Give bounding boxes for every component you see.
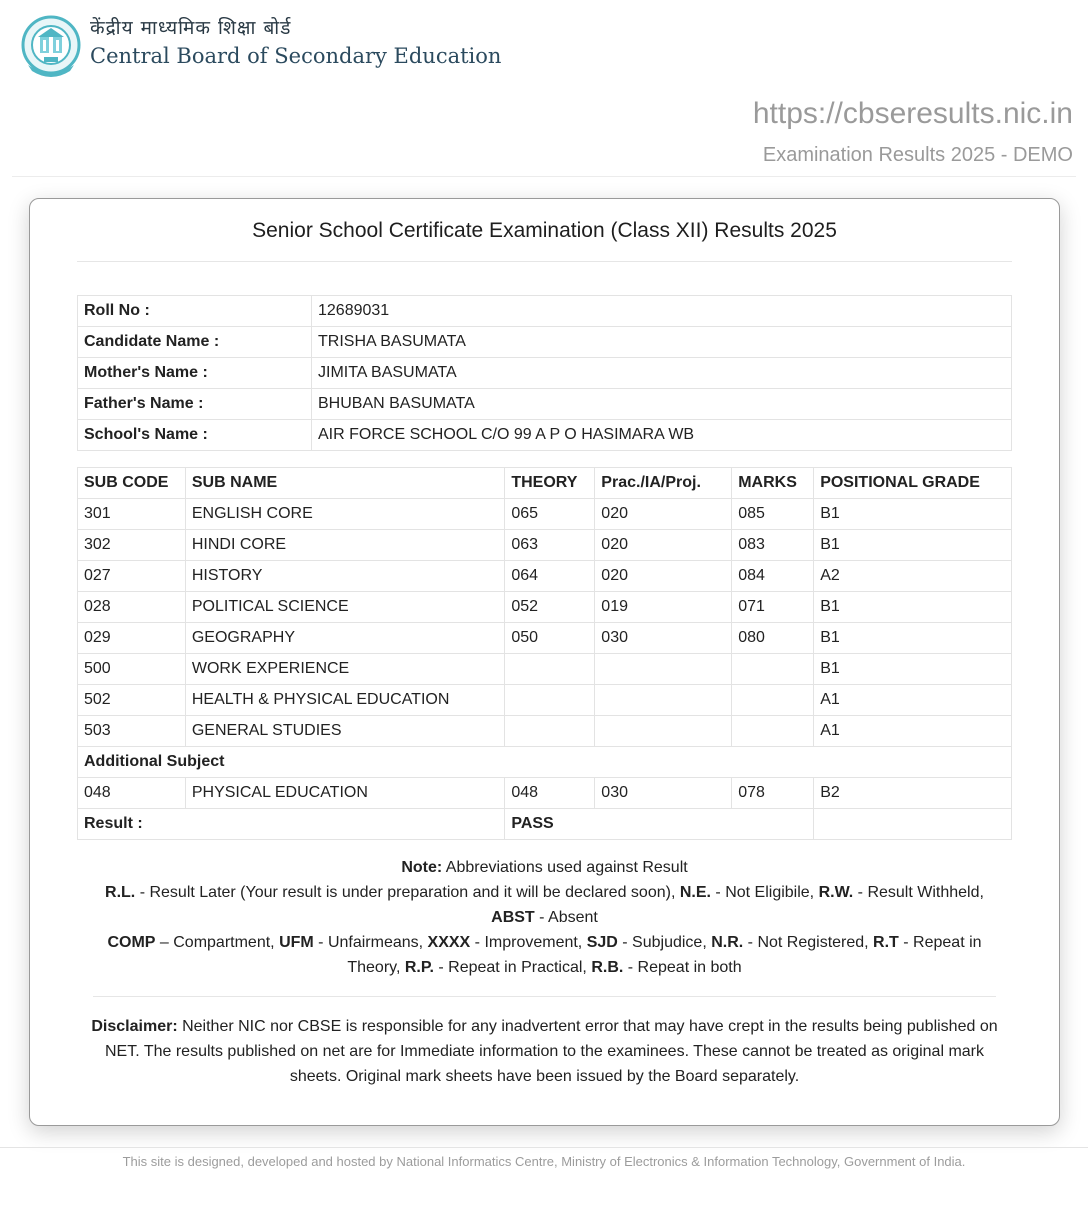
total-marks: 080: [732, 623, 814, 654]
sub-code: 500: [78, 654, 186, 685]
subject-row: [78, 623, 1012, 654]
candidate-info-row: [78, 358, 1012, 389]
abbreviation-meaning: – Compartment,: [155, 934, 280, 951]
positional-grade: B1: [814, 530, 1012, 561]
total-marks: 083: [732, 530, 814, 561]
result-label: Result :: [78, 809, 505, 840]
abbreviation: UFM: [279, 934, 314, 951]
theory-marks: [505, 685, 595, 716]
abbreviation: R.W.: [818, 884, 854, 901]
cbse-emblem-icon: [20, 13, 82, 81]
col-header-sub-name: SUB NAME: [185, 468, 504, 499]
sub-code: 028: [78, 592, 186, 623]
theory-marks: 052: [505, 592, 595, 623]
candidate-info-row: [78, 389, 1012, 420]
info-value: JIMITA BASUMATA: [312, 358, 1012, 389]
practical-marks: [595, 654, 732, 685]
abbreviation-meaning: - Repeat in both: [623, 959, 742, 976]
total-marks: [732, 654, 814, 685]
positional-grade: B1: [814, 592, 1012, 623]
subject-row: [78, 778, 1012, 809]
abbreviation: XXXX: [427, 934, 471, 951]
site-subtitle: Examination Results 2025 - DEMO: [762, 144, 1073, 166]
theory-marks: 050: [505, 623, 595, 654]
additional-subject-label: Additional Subject: [78, 747, 1012, 778]
subject-row: [78, 592, 1012, 623]
site-header: [0, 0, 1088, 178]
result-empty-cell: [814, 809, 1012, 840]
abbreviation: R.L.: [105, 884, 136, 901]
info-value: TRISHA BASUMATA: [312, 327, 1012, 358]
subject-row: [78, 685, 1012, 716]
col-header-marks: MARKS: [732, 468, 814, 499]
abbreviation: R.P.: [404, 959, 434, 976]
abbreviation: ABST: [491, 909, 535, 926]
title-divider: [77, 261, 1012, 262]
sub-name: HISTORY: [185, 561, 504, 592]
sub-name: GEOGRAPHY: [185, 623, 504, 654]
notes-divider: [93, 996, 996, 997]
col-header-sub-code: SUB CODE: [78, 468, 186, 499]
abbreviation-meaning: - Result Withheld,: [853, 884, 984, 901]
result-value: PASS: [505, 809, 814, 840]
abbreviation-meaning: - Not Registered,: [743, 934, 874, 951]
theory-marks: [505, 716, 595, 747]
marks-table: [77, 467, 1012, 840]
practical-marks: [595, 685, 732, 716]
sub-code: 301: [78, 499, 186, 530]
candidate-info-row: [78, 296, 1012, 327]
abbreviation-meaning: - Repeat in Practical,: [433, 959, 592, 976]
cbse-logo[interactable]: [18, 10, 502, 86]
abbreviation: N.E.: [679, 884, 711, 901]
col-header-grade: POSITIONAL GRADE: [814, 468, 1012, 499]
sub-code: 029: [78, 623, 186, 654]
info-label: Candidate Name :: [78, 327, 312, 358]
practical-marks: 020: [595, 499, 732, 530]
sub-code: 502: [78, 685, 186, 716]
page-title: Senior School Certificate Examination (Class XII) Results 2025: [252, 219, 837, 242]
positional-grade: B2: [814, 778, 1012, 809]
positional-grade: A2: [814, 561, 1012, 592]
result-card: [29, 198, 1060, 1126]
total-marks: [732, 685, 814, 716]
info-label: School's Name :: [78, 420, 312, 451]
total-marks: 085: [732, 499, 814, 530]
abbreviation-meaning: - Unfairmeans,: [313, 934, 428, 951]
subject-row: [78, 716, 1012, 747]
theory-marks: [505, 654, 595, 685]
positional-grade: A1: [814, 716, 1012, 747]
note-items: [90, 880, 999, 980]
note-label: Note:: [401, 859, 443, 876]
sub-code: 503: [78, 716, 186, 747]
footer-divider: [0, 1147, 1088, 1148]
additional-subject-row: [78, 747, 1012, 778]
note-line: [90, 880, 999, 930]
abbreviation-meaning: - Not Eligibile,: [710, 884, 819, 901]
sub-name: WORK EXPERIENCE: [185, 654, 504, 685]
abbreviation: N.R.: [711, 934, 744, 951]
sub-name: PHYSICAL EDUCATION: [185, 778, 504, 809]
sub-code: 048: [78, 778, 186, 809]
logo-english-text: Central Board of Secondary Education: [90, 44, 502, 68]
site-footer: This site is designed, developed and hosted by National Informatics Centre, Ministry of Electronics & Information Technology, Government of India.: [122, 1154, 966, 1169]
theory-marks: 063: [505, 530, 595, 561]
logo-hindi-text: केंद्रीय माध्यमिक शिक्षा बोर्ड: [90, 17, 292, 39]
sub-name: HEALTH & PHYSICAL EDUCATION: [185, 685, 504, 716]
info-label: Roll No :: [78, 296, 312, 327]
abbreviation-meaning: - Subjudice,: [617, 934, 712, 951]
sub-code: 302: [78, 530, 186, 561]
sub-name: GENERAL STUDIES: [185, 716, 504, 747]
disclaimer: [85, 1014, 1004, 1089]
abbreviation-meaning: - Absent: [534, 909, 598, 926]
practical-marks: 019: [595, 592, 732, 623]
candidate-info-row: [78, 420, 1012, 451]
positional-grade: B1: [814, 499, 1012, 530]
theory-marks: 048: [505, 778, 595, 809]
theory-marks: 065: [505, 499, 595, 530]
note-heading: [90, 855, 999, 880]
col-header-practical: Prac./IA/Proj.: [595, 468, 732, 499]
abbreviation: SJD: [586, 934, 618, 951]
abbreviation: R.T: [873, 934, 899, 951]
disclaimer-label: Disclaimer:: [91, 1018, 178, 1035]
sub-name: ENGLISH CORE: [185, 499, 504, 530]
total-marks: 078: [732, 778, 814, 809]
info-value: AIR FORCE SCHOOL C/O 99 A P O HASIMARA WB: [312, 420, 1012, 451]
sub-name: POLITICAL SCIENCE: [185, 592, 504, 623]
subject-row: [78, 499, 1012, 530]
note-line: [90, 930, 999, 980]
sub-code: 027: [78, 561, 186, 592]
abbreviation-meaning: - Result Later (Your result is under preparation and it will be declared soon),: [135, 884, 680, 901]
abbreviation-meaning: - Improvement,: [470, 934, 587, 951]
info-label: Mother's Name :: [78, 358, 312, 389]
subject-row: [78, 561, 1012, 592]
marks-header-row: [78, 468, 1012, 499]
header-divider: [12, 176, 1076, 177]
abbreviation: R.B.: [591, 959, 624, 976]
abbreviation-meaning: - Repeat in Theory,: [347, 934, 982, 976]
abbreviation-notes: [90, 855, 999, 980]
sub-name: HINDI CORE: [185, 530, 504, 561]
positional-grade: B1: [814, 654, 1012, 685]
total-marks: [732, 716, 814, 747]
positional-grade: A1: [814, 685, 1012, 716]
practical-marks: 030: [595, 778, 732, 809]
practical-marks: 020: [595, 561, 732, 592]
disclaimer-text: Neither NIC nor CBSE is responsible for any inadvertent error that may have crept in the results being published on NET. The results published on net are for Immediate information to the examinees. These cannot be treated as original mark sheets. Original mark sheets have been issued by the Board separately.: [105, 1018, 998, 1085]
result-row: [78, 809, 1012, 840]
info-value: 12689031: [312, 296, 1012, 327]
col-header-theory: THEORY: [505, 468, 595, 499]
practical-marks: [595, 716, 732, 747]
total-marks: 084: [732, 561, 814, 592]
info-value: BHUBAN BASUMATA: [312, 389, 1012, 420]
note-text: Abbreviations used against Result: [442, 859, 688, 876]
subject-row: [78, 530, 1012, 561]
candidate-info-row: [78, 327, 1012, 358]
theory-marks: 064: [505, 561, 595, 592]
site-url: https://cbseresults.nic.in: [752, 97, 1073, 130]
total-marks: 071: [732, 592, 814, 623]
practical-marks: 030: [595, 623, 732, 654]
positional-grade: B1: [814, 623, 1012, 654]
candidate-info-table: [77, 295, 1012, 451]
abbreviation: COMP: [107, 934, 156, 951]
practical-marks: 020: [595, 530, 732, 561]
info-label: Father's Name :: [78, 389, 312, 420]
subject-row: [78, 654, 1012, 685]
